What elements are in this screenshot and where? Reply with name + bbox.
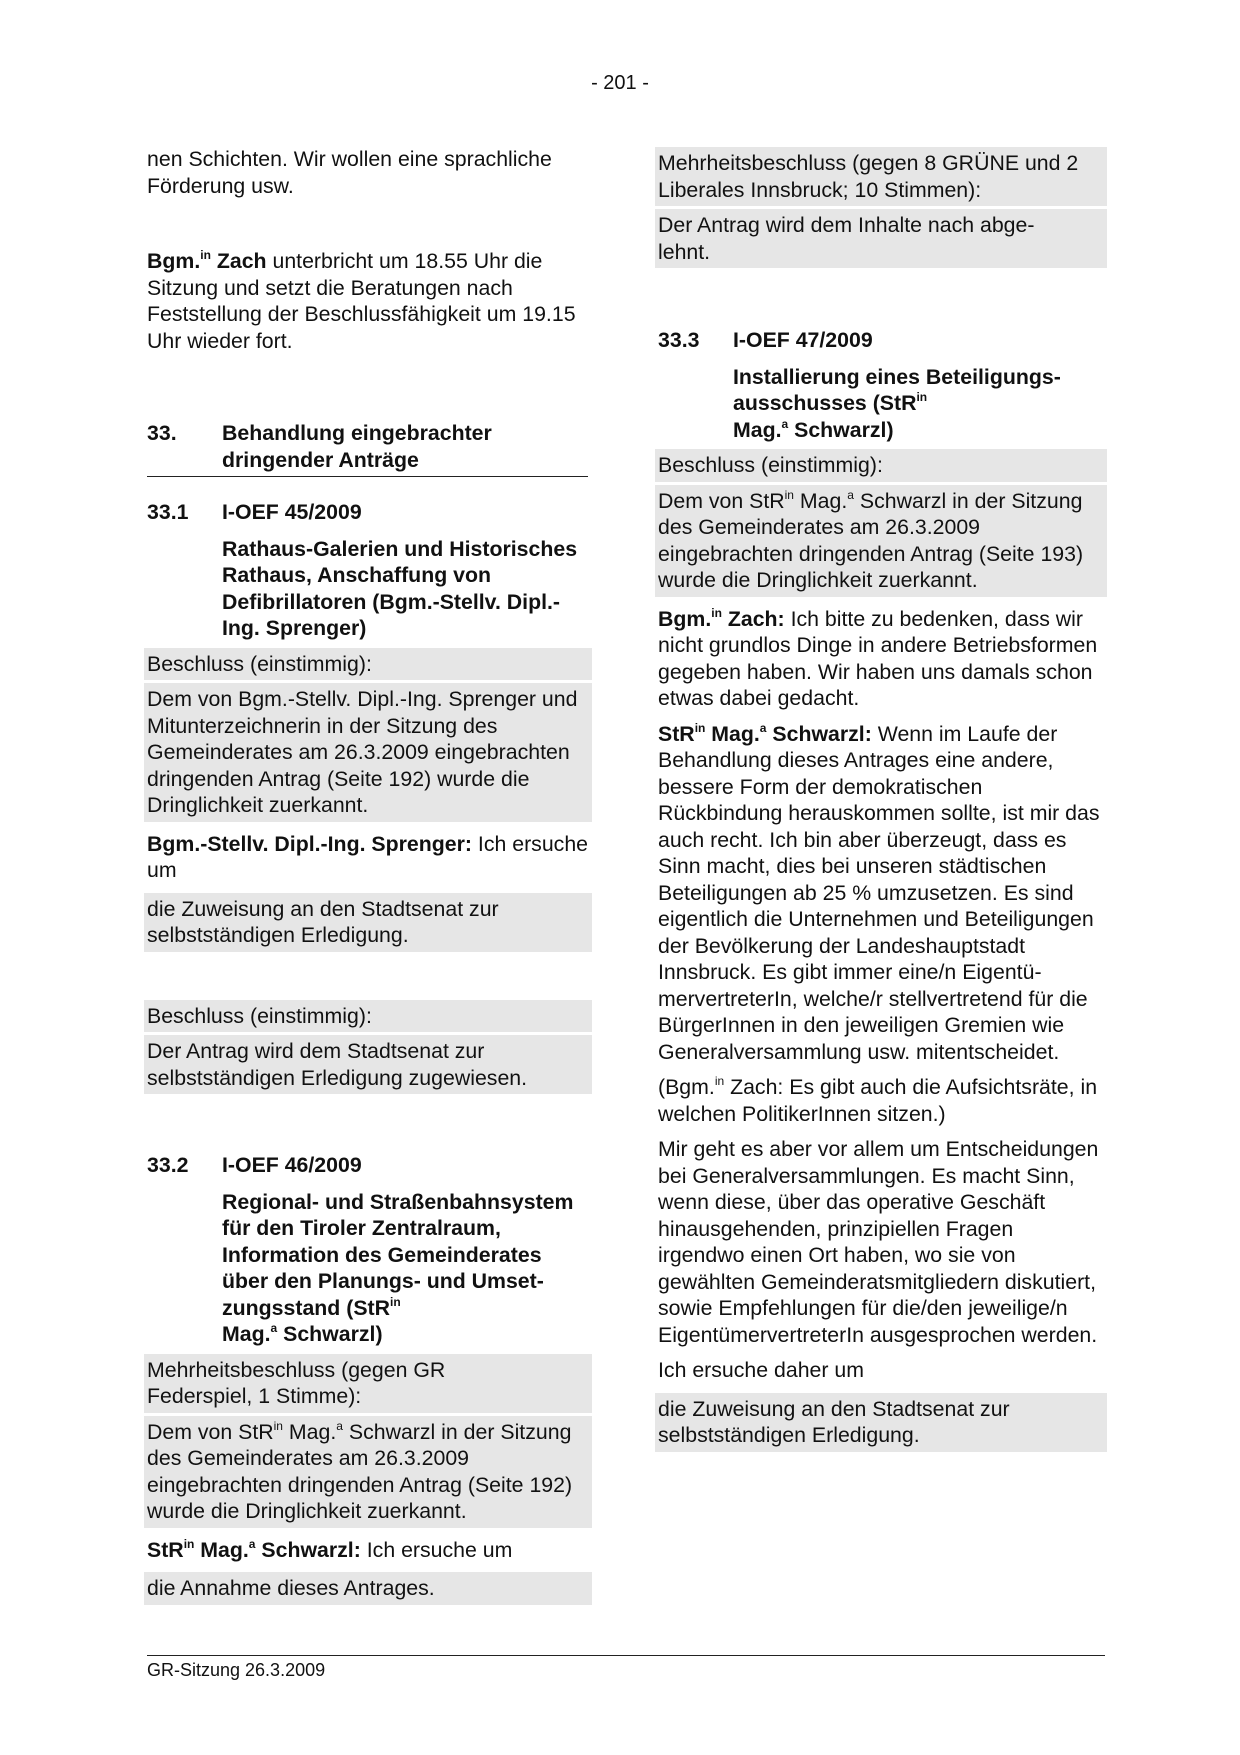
section-33-1-title: Rathaus-Galerien und Historisches Rathaus, Anschaffung von Defibrillatoren (Bgm.-Stellv. Dipl.-Ing. Sprenger) <box>222 536 578 640</box>
speaker-name: Bgm.-Stellv. Dipl.-Ing. Sprenger: <box>147 831 472 856</box>
speaker-title: Bgm. <box>658 606 712 631</box>
request-text: die Zuweisung an den Stadtsenat zur selbstständigen Erledigung. <box>144 893 592 952</box>
speaker-name: Schwarzl: <box>261 1537 361 1562</box>
speaker-text: Ich bitte zu bedenken, dass wir nicht grundlos Dinge in andere Betriebsformen gegeben haben. Wir haben uns damals schon etwas dabei gedacht. <box>658 606 1098 710</box>
beschluss-text: Der Antrag wird dem Inhalte nach abgelehnt. <box>655 209 1107 268</box>
section-33-3-heading <box>658 327 1103 354</box>
speaker-sup: in <box>183 1536 195 1551</box>
body-paragraph: Ich ersuche daher um <box>658 1358 864 1382</box>
beschluss-text: Der Antrag wird dem Stadtsenat zur selbstständigen Erledigung zugewiesen. <box>144 1035 592 1094</box>
title-text: Installierung eines Beteiligungsausschusses (StR <box>733 364 1061 415</box>
section-number: 33. <box>147 421 177 445</box>
beschluss-label: Beschluss (einstimmig): <box>655 449 1107 482</box>
footer-text: GR-Sitzung 26.3.2009 <box>147 1660 326 1680</box>
body-paragraph: Mir geht es aber vor allem um Entscheidungen bei Generalversammlungen. Es macht Sinn, wenn diese, über das operative Geschäft hinausgehenden, prinzipiellen Fragen irgendwo einen Ort haben, wo sie von gewählten Gemeinderatsmitgliedern diskutiert, sowie Empfehlungen für die/den jeweilige/n EigentümervertreterIn ausgesprochen werden. <box>658 1137 1099 1347</box>
section-33-2-title <box>222 1189 588 1348</box>
speaker-mag: Mag. <box>200 1537 249 1562</box>
speaker-title: StR <box>147 1537 184 1562</box>
title-end: Schwarzl) <box>794 417 894 442</box>
text-part: Dem von StR <box>658 488 785 513</box>
text-part: Mag. <box>799 488 848 513</box>
schwarzl-paragraph <box>658 721 1103 1066</box>
left-column <box>147 146 588 1605</box>
text-sup: in <box>273 1418 283 1433</box>
section-number: 33.2 <box>147 1153 189 1177</box>
text-sup: in <box>714 1074 725 1088</box>
section-number: 33.3 <box>658 328 700 352</box>
page-number: - 201 - <box>591 72 649 94</box>
section-number: 33.1 <box>147 500 189 524</box>
speaker-text: Ich ersuche um <box>147 831 589 882</box>
speaker-text: Ich ersuche um <box>366 1537 513 1562</box>
interrupt-text: unterbricht um 18.55 Uhr die Sitzung und setzt die Beratungen nach Feststellung der Beschlussfähigkeit um 19.15 Uhr wieder fort. <box>147 249 576 353</box>
text-part: Schwarzl in der Sitzung des Gemeinderates am 26.3.2009 eingebrachten dringenden Antrag (Seite 192) wurde die Dringlichkeit zuerkannt. <box>147 1419 573 1523</box>
title-mag: Mag. <box>733 417 782 442</box>
text-sup: in <box>784 487 794 502</box>
beschluss-label: Beschluss (einstimmig): <box>144 1000 592 1033</box>
title-sup: a <box>781 416 789 431</box>
beschluss-label: Mehrheitsbeschluss (gegen 8 GRÜNE und 2 Liberales Innsbruck; 10 Stimmen): <box>655 147 1107 206</box>
section-33-3-title <box>733 364 1103 444</box>
interrupt-paragraph <box>147 248 588 354</box>
title-sup: a <box>270 1321 278 1335</box>
beschluss-text: Dem von Bgm.-Stellv. Dipl.-Ing. Sprenger und Mitunterzeichnerin in der Sitzung des Gemeinderates am 26.3.2009 eingebrachten dringenden Antrag (Seite 192) wurde die Dringlichkeit zuerkannt. <box>144 683 592 822</box>
title-mag: Mag. <box>222 1322 271 1346</box>
text-part: Zach: Es gibt auch die Aufsichtsräte, in welchen PolitikerInnen sitzen.) <box>658 1075 1098 1126</box>
section-33-2-heading <box>147 1152 588 1179</box>
speaker-sup: a <box>248 1536 256 1551</box>
speaker-sup: in <box>200 248 211 262</box>
beschluss-text <box>655 485 1107 597</box>
speaker-title: Bgm. <box>147 249 201 273</box>
speaker-name: Zach <box>216 249 267 273</box>
beschluss-label: Mehrheitsbeschluss (gegen GR Federspiel, 1 Stimme): <box>144 1354 592 1413</box>
section-title: Behandlung eingebrachter dringender Anträge <box>222 421 492 472</box>
beschluss-text <box>144 1416 592 1528</box>
zach-paragraph <box>658 606 1103 712</box>
speaker-name: Schwarzl: <box>772 721 872 746</box>
speaker-sup: in <box>694 720 706 735</box>
speaker-text: Wenn im Laufe der Behandlung dieses Antrages eine andere, bessere Form der demokratischen Rückbindung herauskommen sollte, ist mir das auch recht. Ich bin aber überzeugt, dass es Sinn macht, dies bei unseren städtischen Beteiligungen ab 25 % umzusetzen. Es sind eigentlich die Unternehmen und Beteiligungen der Bevölkerung der Landeshauptstadt Innsbruck. Es gibt immer eine/n EigentümervertreterIn, welche/r stellvertretend für die BürgerInnen in den jeweiligen Gremien wie Generalversammlung usw. mitentscheidet. <box>658 721 1100 1064</box>
right-column <box>658 147 1103 1452</box>
text-sup: a <box>847 487 854 502</box>
text-part: Schwarzl in der Sitzung des Gemeinderates am 26.3.2009 eingebrachten dringenden Antrag (Seite 193) wurde die Dringlichkeit zuerkannt. <box>658 488 1084 592</box>
section-code: I-OEF 47/2009 <box>733 328 873 352</box>
speaker-paragraph <box>147 1537 588 1564</box>
footer-rule <box>147 1655 1105 1656</box>
text-part: (Bgm. <box>658 1075 715 1099</box>
title-sup: in <box>916 390 928 404</box>
beschluss-label: Beschluss (einstimmig): <box>144 648 592 681</box>
speaker-paragraph <box>147 831 588 884</box>
speaker-sup: a <box>759 720 767 735</box>
section-33-1-heading <box>147 499 588 526</box>
request-text: die Zuweisung an den Stadtsenat zur selbstständigen Erledigung. <box>655 1393 1107 1452</box>
request-text: die Annahme dieses Antrages. <box>144 1572 592 1605</box>
intro-paragraph: nen Schichten. Wir wollen eine sprachliche Förderung usw. <box>147 147 552 198</box>
text-part: Mag. <box>288 1419 337 1444</box>
section-code: I-OEF 45/2009 <box>222 500 362 524</box>
speaker-sup: in <box>711 605 722 620</box>
speaker-mag: Mag. <box>711 721 760 746</box>
text-part: Dem von StR <box>147 1419 274 1444</box>
title-sup: in <box>390 1294 401 1309</box>
interjection-paragraph <box>658 1074 1103 1127</box>
title-end: Schwarzl) <box>283 1322 383 1346</box>
speaker-title: StR <box>658 721 695 746</box>
text-sup: a <box>336 1418 343 1433</box>
section-33-heading <box>147 420 588 477</box>
speaker-name: Zach: <box>727 606 785 631</box>
title-text: Regional- und Straßenbahnsystem für den Tiroler Zentralraum, Information des Gemeinderates über den Planungs- und Umsetzungsstand (StR <box>222 1189 574 1320</box>
section-code: I-OEF 46/2009 <box>222 1153 362 1177</box>
